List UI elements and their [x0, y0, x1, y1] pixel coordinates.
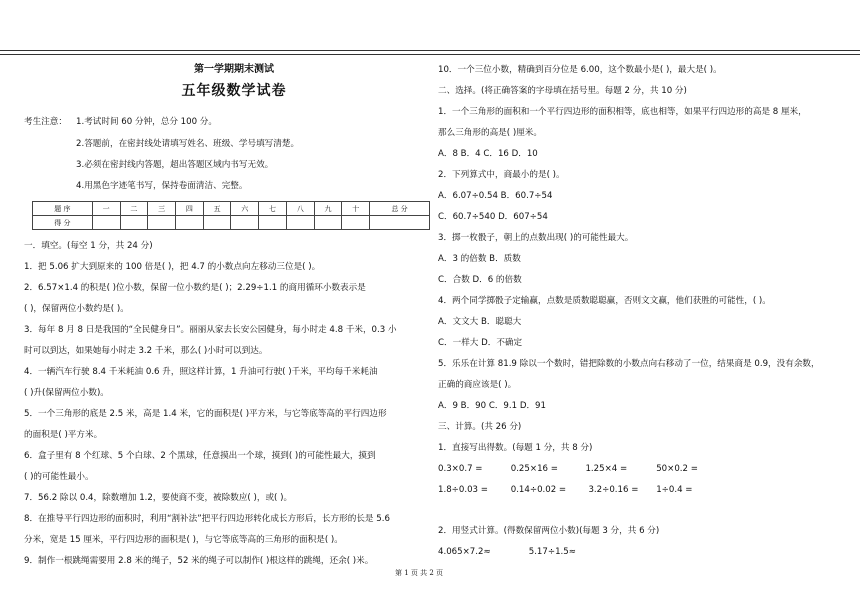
question-line: 1．一个三角形的面积和一个平行四边形的面积相等，底也相等，如果平行四边形的高是 8 厘米， [438, 107, 807, 117]
score-cell: 五 [203, 202, 231, 216]
score-table-score-row [33, 216, 430, 230]
question-line: ( )，保留两位小数约是( )。 [24, 304, 129, 314]
score-cell: 得 分 [33, 216, 93, 230]
calc-item: 1.8÷0.03 = [438, 485, 488, 495]
question-line: 的面积是( )平方米。 [24, 430, 103, 440]
option-line: C．合数 D．6 的倍数 [438, 275, 522, 285]
question-line: 正确的商应该是( )。 [438, 380, 517, 390]
question-line: 9．制作一根跳绳需要用 2.8 米的绳子，52 米的绳子可以制作( )根这样的跳绳，还余( )米。 [24, 556, 374, 566]
calc-row [438, 463, 698, 475]
page-footer: 第 1 页 共 2 页 [395, 569, 444, 577]
calc-item: 0.25×16 = [510, 464, 558, 474]
score-cell: 六 [231, 202, 259, 216]
question-line: 4．两个同学掷骰子定输赢，点数是质数聪聪赢，否则文文赢，他们获胜的可能性，( )。 [438, 296, 771, 306]
calc-row [438, 484, 692, 496]
note-item: 2.答题前，在密封线处请填写姓名、班级、学号填写清楚。 [76, 139, 300, 149]
score-input-cell[interactable] [286, 216, 314, 230]
score-input-cell[interactable] [314, 216, 342, 230]
score-input-cell[interactable] [370, 216, 430, 230]
question-line: 分米，宽是 15 厘米，平行四边形的面积是( )，与它等底等高的三角形的面积是( )。 [24, 535, 343, 545]
calc-item: 50×0.2 = [656, 464, 698, 474]
exam-title: 五年级数学试卷 [181, 83, 287, 99]
score-input-cell[interactable] [203, 216, 231, 230]
score-cell: 八 [286, 202, 314, 216]
score-cell: 二 [120, 202, 148, 216]
question-line: 4．一辆汽车行驶 8.4 千米耗油 0.6 升，照这样计算，1 升油可行驶( )千米，平均每千米耗油 [24, 367, 378, 377]
calc-item: 0.3×0.7 = [438, 464, 483, 474]
score-input-cell[interactable] [259, 216, 287, 230]
score-input-cell[interactable] [175, 216, 203, 230]
calc-item: 5.17÷1.5≈ [528, 547, 576, 557]
notes-label: 考生注意： [24, 117, 67, 127]
note-item: 4.用黑色字迹笔书写，保持卷面清洁、完整。 [76, 181, 248, 191]
question-line: 2．6.57×1.4 的积是( )位小数，保留一位小数约是( )；2.29÷1.1 的商用循环小数表示是 [24, 283, 366, 293]
question-line: 5．乐乐在计算 81.9 除以一个数时，错把除数的小数点向右移动了一位，结果商是 0.9，没有余数， [438, 359, 820, 369]
question-line: ( )的可能性最小。 [24, 472, 94, 482]
calc-item: 1.25×4 = [585, 464, 628, 474]
score-cell: 九 [314, 202, 342, 216]
calc-item: 3.2÷0.16 = [588, 485, 639, 495]
question-line: 时可以到达，如果她每小时走 3.2 千米，那么( )小时可以到达。 [24, 346, 268, 356]
top-rule [0, 50, 860, 51]
section-heading: 二、选择。(将正确答案的字母填在括号里。每题 2 分，共 10 分) [438, 86, 687, 96]
option-line: A．6.07÷0.54 B．60.7÷54 [438, 191, 553, 201]
note-item: 3.必须在密封线内答题，超出答题区域内书写无效。 [76, 160, 274, 170]
exam-subtitle: 第一学期期末测试 [194, 64, 274, 75]
question-line: 1．把 5.06 扩大到原来的 100 倍是( )，把 4.7 的小数点向左移动三位是( )。 [24, 262, 321, 272]
option-line: A．9 B．90 C．9.1 D．91 [438, 401, 546, 411]
score-input-cell[interactable] [92, 216, 120, 230]
score-cell: 七 [259, 202, 287, 216]
score-input-cell[interactable] [342, 216, 370, 230]
score-cell: 题 序 [33, 202, 93, 216]
note-item: 1.考试时间 60 分钟，总分 100 分。 [76, 117, 217, 127]
question-line: 2．下列算式中，商最小的是( )。 [438, 170, 565, 180]
option-line: C．60.7÷540 D．607÷54 [438, 212, 548, 222]
question-line: ( )升(保留两位小数)。 [24, 388, 109, 398]
calc-item: 4.065×7.2≈ [438, 547, 491, 557]
score-table-header-row [33, 202, 430, 216]
score-input-cell[interactable] [148, 216, 176, 230]
question-line: 3．掷一枚骰子，朝上的点数出现( )的可能性最大。 [438, 233, 634, 243]
question-line: 6．盒子里有 8 个红球、5 个白球、2 个黑球，任意摸出一个球，摸到( )的可能性最大，摸到 [24, 451, 376, 461]
score-cell: 三 [148, 202, 176, 216]
score-cell: 一 [92, 202, 120, 216]
option-line: A．文文大 B．聪聪大 [438, 317, 522, 327]
question-line: 3．每年 8 月 8 日是我国的“全民健身日”。丽丽从家去长安公园健身，每小时走 4.8 千米，0.3 小 [24, 325, 397, 335]
question-line: 2．用竖式计算。(得数保留两位小数)(每题 3 分，共 6 分) [438, 526, 660, 536]
option-line: A．3 的倍数 B．质数 [438, 254, 521, 264]
top-rule-2 [0, 54, 860, 55]
question-line: 10．一个三位小数，精确到百分位是 6.00，这个数最小是( )，最大是( )。 [438, 65, 722, 75]
option-line: C．一样大 D．不确定 [438, 338, 523, 348]
question-line: 7．56.2 除以 0.4，除数增加 1.2，要使商不变，被除数应( )，或( )。 [24, 493, 293, 503]
score-table [32, 201, 430, 230]
question-line: 8．在推导平行四边形的面积时，利用“割补法”把平行四边形转化成长方形后，长方形的长是 5.6 [24, 514, 390, 524]
score-input-cell[interactable] [231, 216, 259, 230]
section-heading: 三、计算。(共 26 分) [438, 422, 522, 432]
score-cell: 总 分 [370, 202, 430, 216]
calc-row [438, 546, 576, 558]
question-line: 1．直接写出得数。(每题 1 分，共 8 分) [438, 443, 593, 453]
question-line: 那么三角形的高是( )厘米。 [438, 128, 542, 138]
option-line: A．8 B．4 C．16 D．10 [438, 149, 538, 159]
question-line: 5．一个三角形的底是 2.5 米，高是 1.4 米，它的面积是( )平方米，与它等底等高的平行四边形 [24, 409, 387, 419]
score-cell: 十 [342, 202, 370, 216]
score-input-cell[interactable] [120, 216, 148, 230]
calc-item: 0.14÷0.02 = [510, 485, 567, 495]
calc-item: 1÷0.4 = [656, 485, 693, 495]
score-cell: 四 [175, 202, 203, 216]
section-heading: 一．填空。(每空 1 分，共 24 分) [24, 241, 153, 251]
